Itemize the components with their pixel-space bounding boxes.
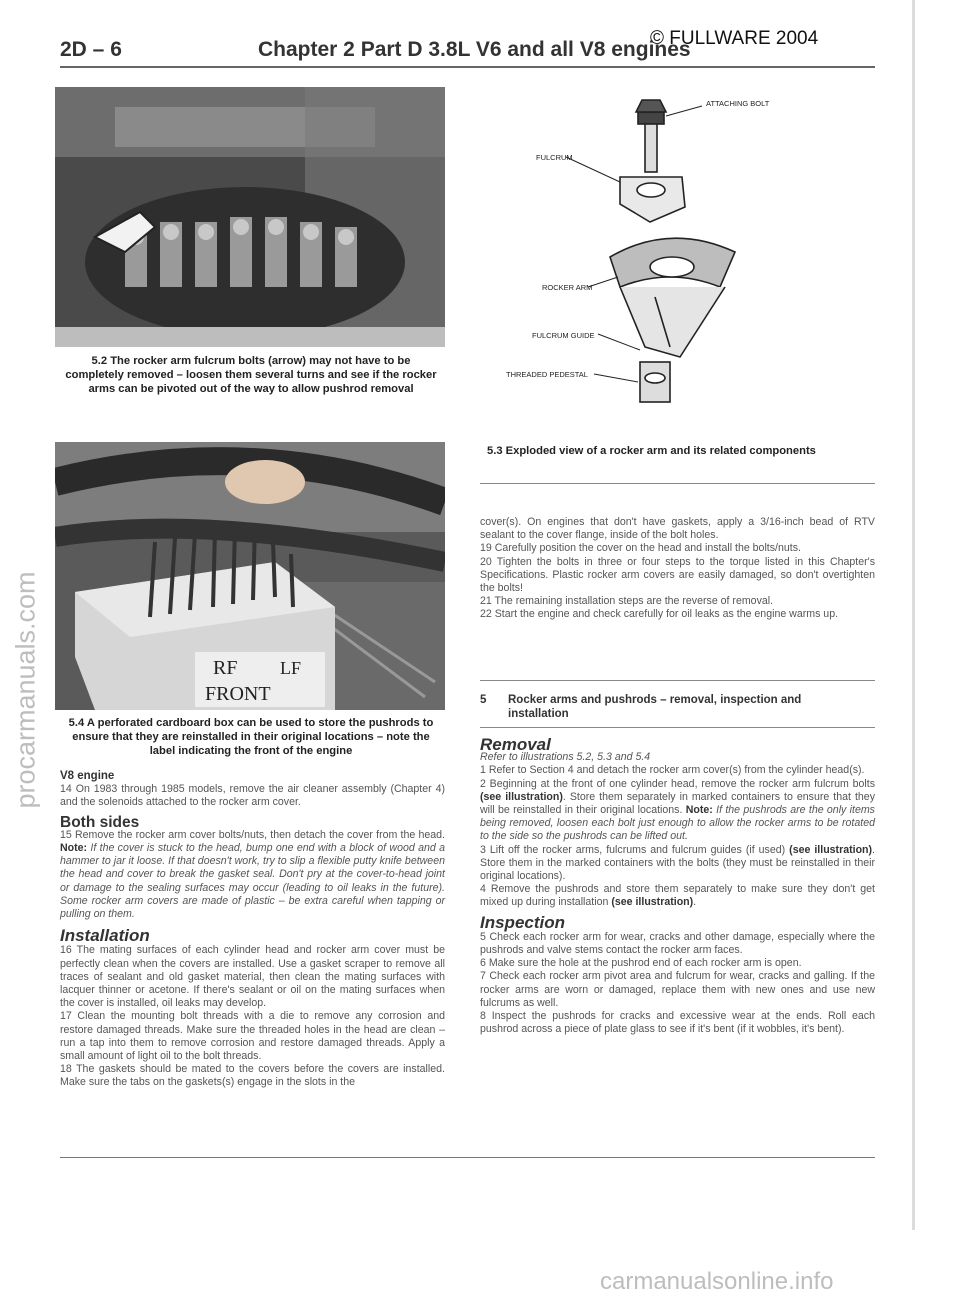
paragraph-4-illustration-ref: (see illustration) (611, 896, 694, 909)
box-label-front: FRONT (205, 683, 271, 705)
right-text-column-top (480, 516, 875, 622)
paragraph-19: 19 Carefully position the cover on the head and install the bolts/nuts. (480, 542, 801, 555)
paragraph-14: 14 On 1983 through 1985 models, remove the air cleaner assembly (Chapter 4) and the solenoids attached to the rocker arm cover. (60, 783, 445, 809)
paragraph-4 (480, 883, 875, 909)
left-text-column (60, 770, 445, 1090)
paragraph-5: 5 Check each rocker arm for wear, cracks and other damage, especially where the pushrods and valve stems contact the rocker arm faces. (480, 930, 875, 957)
paragraph-3-illustration-ref: (see illustration) (789, 843, 873, 856)
paragraph-15 (60, 829, 445, 921)
copyright-notice: © FULLWARE 2004 (650, 28, 819, 49)
label-attaching-bolt: ATTACHING BOLT (706, 99, 770, 108)
paragraph-21: 21 The remaining installation steps are the reverse of removal. (480, 595, 774, 608)
both-sides-heading: Both sides (60, 813, 140, 831)
page-number: 2D – 6 (60, 38, 122, 61)
refer-illustrations: Refer to illustrations 5.2, 5.3 and 5.4 (480, 751, 651, 764)
bottom-rule (60, 1157, 875, 1158)
paragraph-15-note-label: Note: (60, 842, 88, 855)
exploded-diagram (470, 82, 830, 422)
page-edge-line (912, 0, 915, 1230)
installation-heading: Installation (60, 926, 150, 946)
section-number: 5 (480, 694, 487, 706)
engine-photo (55, 87, 445, 347)
paragraph-3 (480, 844, 875, 884)
section-title: Rocker arms and pushrods – removal, inspection and installation (508, 694, 802, 720)
paragraph-7: 7 Check each rocker arm pivot area and fulcrum for wear, cracks and galling. If the rocker arms are worn or damaged, replace them with new ones and use new fulcrums as well. (480, 970, 875, 1009)
paragraph-8: 8 Inspect the pushrods for cracks and excessive wear at the ends. Roll each pushrod across a piece of plate glass to see if it's bent (if it wobbles, it's bent). (480, 1010, 875, 1036)
paragraph-4-text-b: . (693, 896, 697, 909)
side-watermark-text: procarmanuals.com (10, 571, 41, 809)
paragraph-2-text-b: . Store them separately in marked containers to ensure that they will be reinstalled in their original locations. (480, 790, 875, 817)
side-watermark (6, 480, 46, 900)
chapter-title: Chapter 2 Part D 3.8L V6 and all V8 engines (258, 38, 691, 61)
paragraph-1: 1 Refer to Section 4 and detach the rocker arm cover(s) from the cylinder head(s). (480, 764, 865, 777)
paragraph-15-text: 15 Remove the rocker arm cover bolts/nuts, then detach the cover from the head. (60, 828, 445, 841)
paragraph-3-text: 3 Lift off the rocker arms, fulcrums and fulcrum guides (if used) (480, 843, 786, 856)
paragraph-3-text-b: . Store them in the marked containers with the bolts (they must be reinstalled in their original locations). (480, 843, 875, 883)
paragraph-2-text: 2 Beginning at the front of one cylinder head, remove the rocker arm fulcrum bolts (480, 777, 875, 790)
box-label-rf: RF (213, 657, 238, 679)
paragraph-2 (480, 778, 875, 844)
pushrod-box-photo (55, 442, 445, 710)
label-fulcrum: FULCRUM (536, 153, 573, 162)
pushrod-box-illustration (55, 442, 445, 710)
section-rule-bottom (480, 727, 875, 728)
section-5-heading (480, 693, 875, 721)
v8-engine-heading: V8 engine (60, 770, 115, 782)
paragraph-2-note-label: Note: (685, 804, 713, 817)
figure-5-2-caption: 5.2 The rocker arm fulcrum bolts (arrow) may not have to be completely removed – loosen them several turns and see if the rocker arms can be pivoted out of the way to allow pushrod removal (65, 355, 437, 395)
paragraph-16: 16 The mating surfaces of each cylinder head and rocker arm cover must be perfectly clean when the covers are installed. Use a gasket scraper to remove all traces of sealant and old gasket material, then clean the mating surfaces with lacquer thinner or acetone. If there's sealant or oil on the mating surfaces when the cover is installed, oil leaks may develop. (60, 944, 445, 1010)
paragraph-17: 17 Clean the mounting bolt threads with a die to remove any corrosion and restore damaged threads. Make sure the threaded holes in the head are clean – run a tap into them to remove corrosion and restore damaged threads. Apply a small amount of light oil to the bolt threads. (60, 1010, 445, 1063)
footer-watermark: carmanualsonline.info (600, 1268, 834, 1295)
header-rule (60, 66, 875, 68)
figure-5-4-caption: 5.4 A perforated cardboard box can be used to store the pushrods to ensure that they are reinstalled in their original locations – note the label indicating the front of the engine (68, 717, 434, 757)
section-rule-top (480, 680, 875, 681)
label-threaded-pedestal: THREADED PEDESTAL (506, 370, 588, 379)
paragraph-20: 20 Tighten the bolts in three or four steps to the torque listed in this Chapter's Specifications. Plastic rocker arm covers are easily damaged, so don't overtighten the bolts! (480, 555, 875, 595)
inspection-heading: Inspection (480, 912, 566, 932)
right-text-column-bottom (480, 735, 875, 1036)
paragraph-22: 22 Start the engine and check carefully for oil leaks as the engine warms up. (480, 608, 839, 621)
paragraph-4-text: 4 Remove the pushrods and store them separately to make sure they don't get mixed up during installation (480, 883, 875, 909)
figure-5-3-caption: 5.3 Exploded view of a rocker arm and its related components (487, 445, 816, 457)
paragraph-cover-continued: cover(s). On engines that don't have gaskets, apply a 3/16-inch bead of RTV sealant to the cover flange, inside of the bolt holes. (480, 516, 875, 542)
paragraph-2-note: If the pushrods are the only items being removed, loosen each bolt just enough to allow the rocker arms to be rotated to the side so the pushrods can be lifted out. (480, 804, 875, 843)
label-fulcrum-guide: FULCRUM GUIDE (532, 331, 595, 340)
paragraph-6: 6 Make sure the hole at the pushrod end of each rocker arm is open. (480, 957, 802, 970)
paragraph-18: 18 The gaskets should be mated to the covers before the covers are installed. Make sure the tabs on the gaskets(s) engage in the slots in the (60, 1063, 445, 1089)
removal-heading: Removal (480, 735, 551, 754)
engine-photo-illustration (55, 87, 445, 347)
label-rocker-arm: ROCKER ARM (542, 283, 593, 292)
paragraph-2-illustration-ref: (see illustration) (480, 790, 563, 803)
paragraph-15-note: If the cover is stuck to the head, bump one end with a block of wood and a hammer to jar it loose. If that doesn't work, try to slip a flexible putty knife between the head and cover to break the gasket seal. Don't pry at the cover-to-head joint or damage to the sealing surfaces may occur (leading to oil leaks in the future). Some rocker arm covers are made of plastic – be extra careful when tapping or pulling on them. (60, 842, 445, 921)
figure-rule (480, 483, 875, 484)
rocker-arm-exploded-svg (470, 82, 830, 422)
box-label-lf: LF (280, 658, 302, 678)
